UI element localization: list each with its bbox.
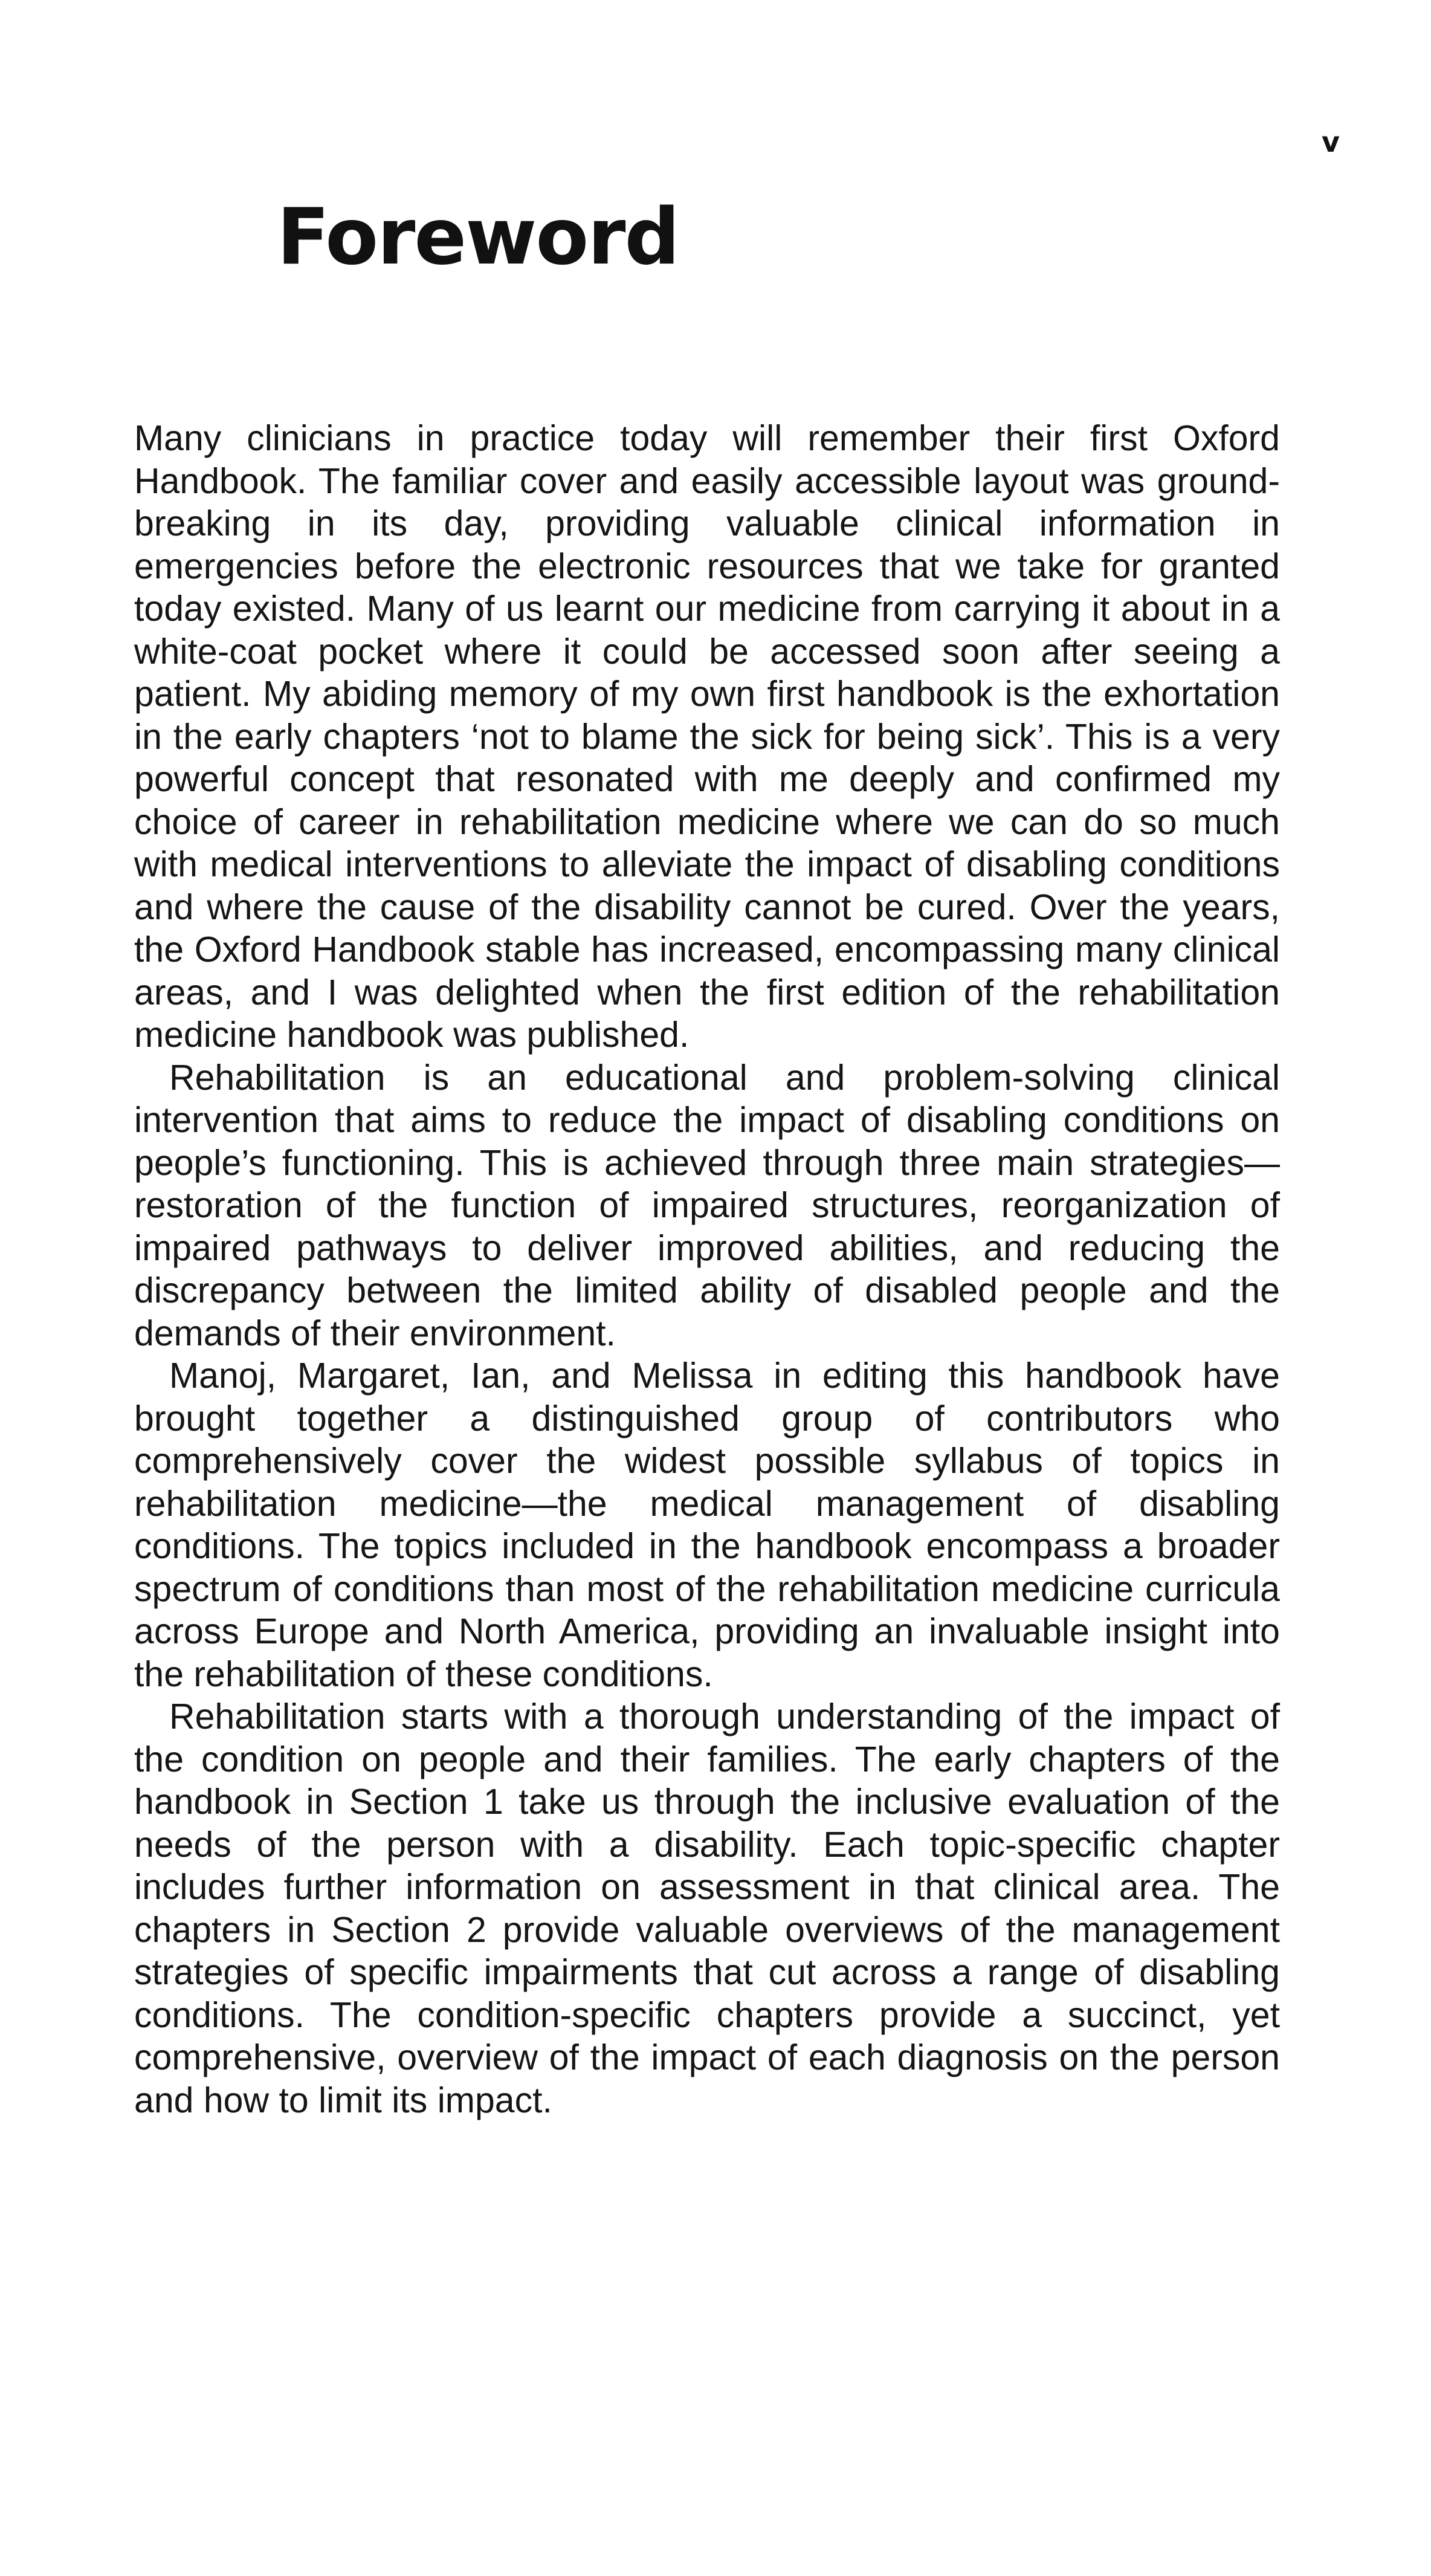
- paragraph-3: Manoj, Margaret, Ian, and Melissa in editing this handbook have brought together a distinguished group of contributors who comprehensively cover the widest possible syllabus of topics in rehabilitation medicine—the medical management of disabling conditions. The topics included in the handbook encompass a broader spectrum of conditions than most of the rehabilitation medicine curricula across Europe and North America, providing an invaluable insight into the rehabilitation of these conditions.: [134, 1356, 1280, 1694]
- page-title: Foreword: [277, 192, 679, 282]
- paragraph-1: Many clinicians in practice today will remember their first Oxford Handbook. The familiar cover and easily accessible layout was ground-breaking in its day, providing valuable clinical information in emergencies before the electronic resources that we take for granted today existed. Many of us learnt our medicine from carrying it about in a white-coat pocket where it could be accessed soon after seeing a patient. My abiding memory of my own first handbook is the exhortation in the early chapters ‘not to blame the sick for being sick’. This is a very powerful concept that resonated with me deeply and confirmed my choice of career in rehabilitation medicine where we can do so much with medical interventions to alleviate the impact of disabling conditions and where the cause of the disability cannot be cured. Over the years, the Oxford Handbook stable has increased, encompassing many clinical areas, and I was delighted when the first edition of the rehabilitation medicine handbook was published.: [134, 418, 1280, 1055]
- paragraph-4: Rehabilitation starts with a thorough understanding of the impact of the condition on people and their families. The early chapters of the handbook in Section 1 take us through the inclusive evaluation of the needs of the person with a disability. Each topic-specific chapter includes further information on assessment in that clinical area. The chapters in Section 2 provide valuable overviews of the management strategies of specific impairments that cut across a range of disabling conditions. The condition-specific chapters provide a succinct, yet comprehensive, overview of the impact of each diagnosis on the person and how to limit its impact.: [134, 1697, 1280, 2120]
- paragraph-2: Rehabilitation is an educational and problem-solving clinical intervention that aims to reduce the impact of disabling conditions on people’s functioning. This is achieved through three main strategies—restoration of the function of impaired structures, reorganization of impaired pathways to deliver improved abilities, and reducing the discrepancy between the limited ability of disabled people and the demands of their environment.: [134, 1057, 1280, 1353]
- foreword-body: [134, 417, 1280, 2121]
- page-number: v: [1322, 126, 1340, 158]
